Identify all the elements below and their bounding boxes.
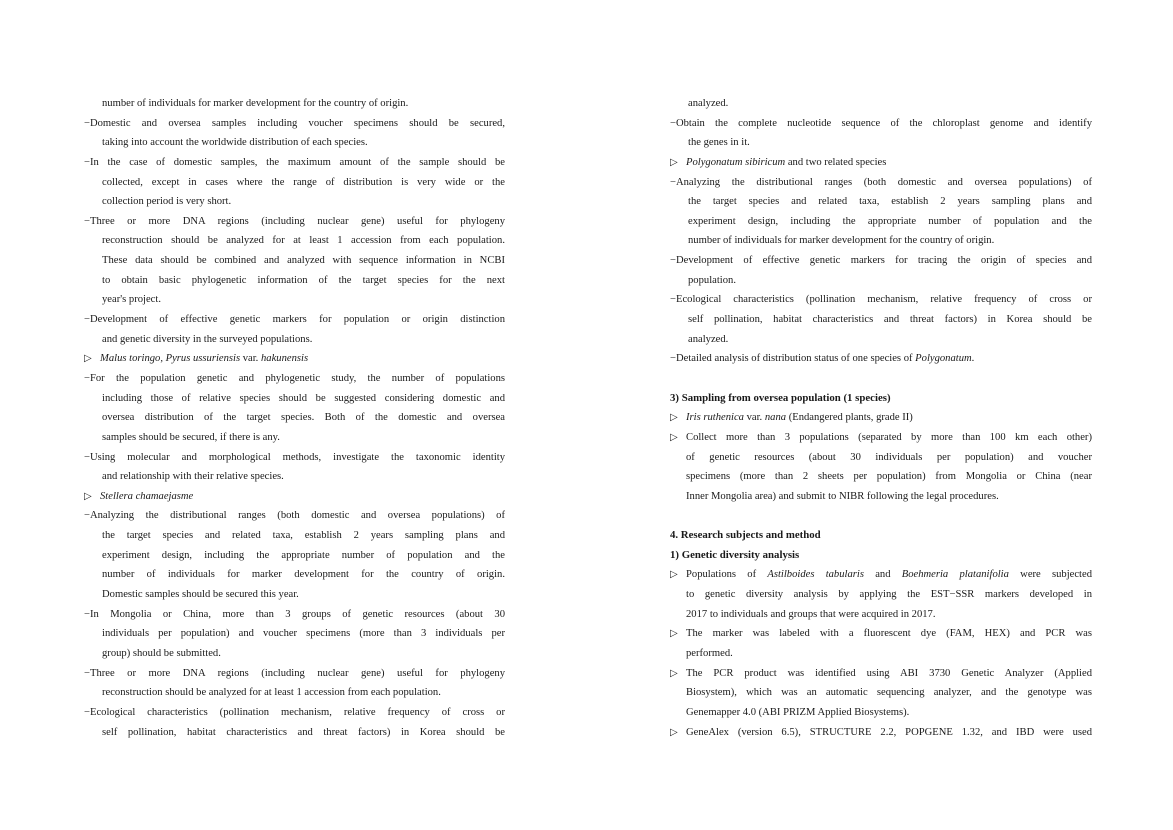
text-line: individuals per population) and voucher specimens (more than 3 individuals per (102, 628, 505, 640)
triangle-bullet-icon: ▷ (670, 726, 678, 738)
text-line: −Obtain the complete nucleotide sequence of the chloroplast genome and identify (670, 117, 1092, 129)
text-line: collection period is very short. (102, 196, 232, 208)
text-line: −Three or more DNA regions (including nuclear gene) useful for phylogeny (84, 667, 505, 679)
text-line: 2017 to individuals and groups that were acquired in 2017. (686, 608, 936, 620)
text-line: −Analyzing the distributional ranges (both domestic and oversea populations) of (84, 510, 505, 522)
text-line: number of individuals for marker development for the country of origin. (102, 569, 505, 581)
bullet-line: ▷ Populations of Astilboides tabularis and Boehmeria platanifolia were subjected (670, 565, 1092, 585)
text-line: specimens (more than 2 sheets per population) from Mongolia or China (near (686, 471, 1092, 483)
triangle-bullet-icon: ▷ (670, 667, 678, 679)
text-line: to genetic diversity analysis by applying the EST−SSR markers developed in (686, 589, 1092, 601)
text-line: and relationship with their relative species. (102, 471, 284, 483)
text-line: analyzed. (688, 98, 729, 109)
text-line: performed. (686, 647, 733, 659)
species-bullet: ▷ Malus toringo, Pyrus ussuriensis var. hakunensis (84, 349, 505, 369)
text-line: experiment design, including the appropriate number of population and the (102, 549, 505, 561)
triangle-bullet-icon: ▷ (670, 569, 678, 581)
species-bullet: ▷ Iris ruthenica var. nana (Endangered plants, grade II) (670, 408, 1092, 428)
text-line: Domestic samples should be secured this year. (102, 589, 299, 601)
species-name: Iris ruthenica (686, 412, 744, 424)
species-name: Boehmeria platanifolia (901, 569, 1009, 581)
bullet-line: ▷ The marker was labeled with a fluorescent dye (FAM, HEX) and PCR was (670, 624, 1092, 644)
text-line: collected, except in cases where the range of distribution is very wide or the (102, 176, 505, 188)
text-line: −Ecological characteristics (pollination mechanism, relative frequency of cross or (84, 706, 505, 718)
text-line: group) should be submitted. (102, 647, 221, 659)
triangle-bullet-icon: ▷ (670, 412, 678, 424)
species-name: Astilboides tabularis (767, 569, 864, 581)
text-line: oversea distribution of the target species. Both of the domestic and oversea (102, 412, 505, 424)
spacer (670, 369, 1092, 389)
text-line: and genetic diversity in the surveyed populations. (102, 333, 313, 345)
left-column (84, 94, 505, 742)
text-line: Genemapper 4.0 (ABI PRIZM Applied Biosystems). (686, 706, 910, 718)
species-bullet (84, 487, 505, 507)
text-line: −In Mongolia or China, more than 3 groups of genetic resources (about 30 (84, 608, 505, 620)
subsection-heading: 1) Genetic diversity analysis (670, 548, 800, 561)
text-line: −Detailed analysis of distribution status of one species of Polygonatum. (670, 353, 975, 365)
text-line: the target species and related taxa, establish 2 years sampling plans and (102, 530, 505, 542)
right-column (670, 94, 1092, 742)
text-line: −Development of effective genetic markers for tracing the origin of species and (670, 255, 1092, 267)
text-line: −For the population genetic and phylogenetic study, the number of populations (84, 372, 505, 384)
section-heading: 3) Sampling from oversea population (1 species) (670, 391, 891, 404)
text-line: reconstruction should be analyzed for at least 1 accession from each population. (102, 235, 505, 247)
text-line: population. (688, 274, 736, 286)
triangle-bullet-icon: ▷ (670, 628, 678, 640)
text-line: the genes in it. (688, 137, 750, 149)
bullet-line: ▷ The PCR product was identified using ABI 3730 Genetic Analyzer (Applied (670, 664, 1092, 684)
bullet-line: ▷ GeneAlex (version 6.5), STRUCTURE 2.2, POPGENE 1.32, and IBD were used (670, 723, 1092, 743)
text-line: −Ecological characteristics (pollination mechanism, relative frequency of cross or (670, 294, 1092, 306)
text-line: taking into account the worldwide distribution of each species. (102, 137, 368, 149)
species-name: Malus toringo, Pyrus ussuriensis (100, 353, 241, 365)
text-line: year's project. (102, 294, 161, 306)
species-name: hakunensis (260, 353, 309, 365)
text-line: −Using molecular and morphological methods, investigate the taxonomic identity (84, 451, 505, 463)
text-line: These data should be combined and analyzed with sequence information in NCBI (102, 255, 505, 267)
text-line: of genetic resources (about 30 individuals per population) and voucher (686, 451, 1092, 463)
triangle-bullet-icon: ▷ (84, 490, 92, 502)
triangle-bullet-icon: ▷ (84, 353, 92, 365)
text-line: analyzed. (688, 333, 729, 345)
text-line: including those of relative species should be suggested considering domestic and (102, 392, 505, 404)
text-line: samples should be secured, if there is any. (102, 431, 280, 443)
text-line: the target species and related taxa, establish 2 years sampling plans and (688, 196, 1092, 208)
text-line: number of individuals for marker development for the country of origin. (688, 235, 995, 247)
species-name: Stellera chamaejasme (100, 490, 194, 502)
triangle-bullet-icon: ▷ (670, 156, 678, 168)
triangle-bullet-icon: ▷ (670, 431, 678, 443)
species-bullet: ▷ Polygonatum sibiricum and two related species (670, 153, 1092, 173)
text-line: Biosystem), which was an automatic sequencing analyzer, and the genotype was (686, 687, 1092, 699)
text-line: reconstruction should be analyzed for at least 1 accession from each population. (102, 687, 441, 699)
bullet-line: ▷ Collect more than 3 populations (separated by more than 100 km each other) (670, 428, 1092, 448)
spacer (670, 506, 1092, 526)
text-line: −Development of effective genetic markers for population or origin distinction (84, 314, 505, 326)
text-line: −In the case of domestic samples, the maximum amount of the sample should be (84, 156, 505, 168)
species-name: Polygonatum sibiricum (686, 156, 786, 168)
text-line: −Domestic and oversea samples including voucher specimens should be secured, (84, 117, 505, 129)
section-heading: 4. Research subjects and method (670, 529, 821, 542)
text-line: self pollination, habitat characteristics and threat factors) in Korea should be (102, 726, 505, 738)
text-line: −Analyzing the distributional ranges (both domestic and oversea populations) of (670, 176, 1092, 188)
text-line: to obtain basic phylogenetic information of the target species for the next (102, 274, 505, 286)
text-line: Inner Mongolia area) and submit to NIBR following the legal procedures. (686, 490, 999, 502)
text-line: self pollination, habitat characteristics and threat factors) in Korea should be (688, 314, 1092, 326)
text-line: experiment design, including the appropriate number of population and the (688, 215, 1092, 227)
text-line: number of individuals for marker development for the country of origin. (102, 98, 409, 109)
species-name: nana (764, 412, 787, 424)
species-name: Polygonatum (915, 353, 972, 365)
text-line: −Three or more DNA regions (including nuclear gene) useful for phylogeny (84, 215, 505, 227)
